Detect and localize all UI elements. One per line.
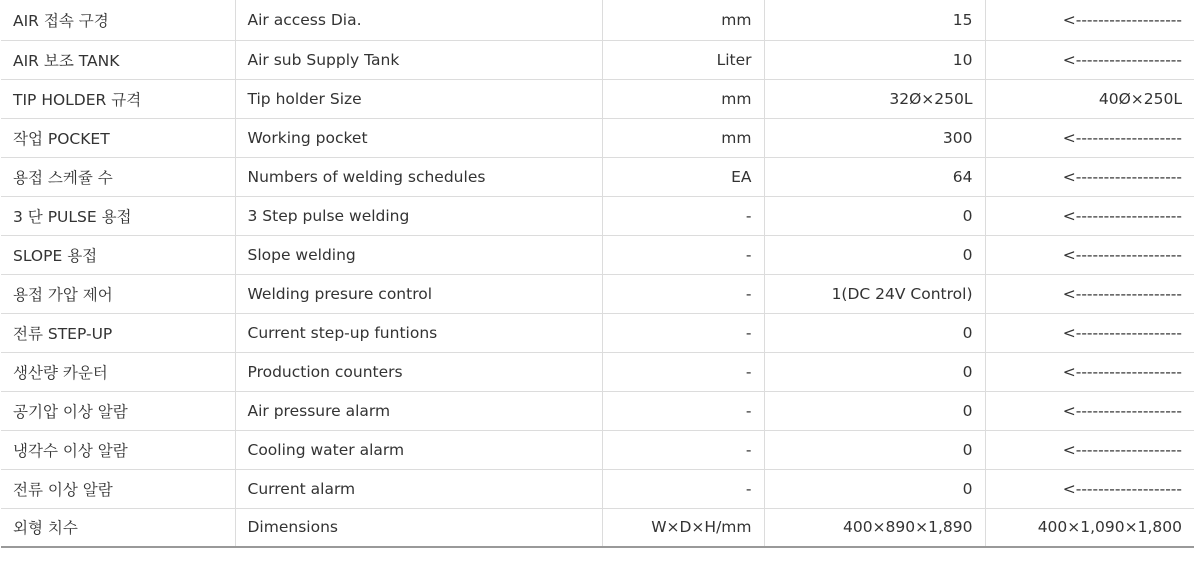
spec-unit: Liter — [602, 40, 764, 79]
spec-value-model-1: 10 — [764, 40, 985, 79]
spec-name-english: Air pressure alarm — [235, 391, 602, 430]
spec-value-model-2: <------------------- — [985, 0, 1194, 40]
spec-value-model-2: 40Ø×250L — [985, 79, 1194, 118]
table-row — [1, 157, 1194, 196]
table-row — [1, 118, 1194, 157]
spec-value-model-1: 300 — [764, 118, 985, 157]
spec-name-korean: AIR 보조 TANK — [1, 40, 235, 79]
spec-unit: EA — [602, 157, 764, 196]
spec-name-english: Welding presure control — [235, 274, 602, 313]
spec-name-korean: 공기압 이상 알람 — [1, 391, 235, 430]
spec-value-model-1: 0 — [764, 430, 985, 469]
spec-unit: - — [602, 274, 764, 313]
table-row — [1, 196, 1194, 235]
table-row — [1, 352, 1194, 391]
spec-value-model-2: <------------------- — [985, 118, 1194, 157]
spec-value-model-2: <------------------- — [985, 157, 1194, 196]
table-row — [1, 469, 1194, 508]
spec-name-english: Cooling water alarm — [235, 430, 602, 469]
spec-value-model-2: <------------------- — [985, 391, 1194, 430]
spec-value-model-1: 15 — [764, 0, 985, 40]
spec-value-model-1: 0 — [764, 469, 985, 508]
spec-name-english: Working pocket — [235, 118, 602, 157]
spec-value-model-1: 64 — [764, 157, 985, 196]
spec-name-korean: SLOPE 용접 — [1, 235, 235, 274]
spec-value-model-2: <------------------- — [985, 313, 1194, 352]
spec-name-korean: AIR 접속 구경 — [1, 0, 235, 40]
spec-unit: - — [602, 313, 764, 352]
spec-name-english: Numbers of welding schedules — [235, 157, 602, 196]
spec-name-english: Dimensions — [235, 508, 602, 547]
spec-name-english: Slope welding — [235, 235, 602, 274]
spec-value-model-1: 0 — [764, 352, 985, 391]
spec-value-model-1: 0 — [764, 235, 985, 274]
spec-unit: - — [602, 235, 764, 274]
spec-name-english: Air access Dia. — [235, 0, 602, 40]
spec-value-model-2: <------------------- — [985, 235, 1194, 274]
spec-name-korean: 생산량 카운터 — [1, 352, 235, 391]
table-row — [1, 40, 1194, 79]
spec-name-english: Production counters — [235, 352, 602, 391]
spec-value-model-1: 1(DC 24V Control) — [764, 274, 985, 313]
spec-value-model-2: <------------------- — [985, 274, 1194, 313]
spec-name-english: 3 Step pulse welding — [235, 196, 602, 235]
spec-name-english: Current alarm — [235, 469, 602, 508]
table-row — [1, 430, 1194, 469]
table-row — [1, 391, 1194, 430]
spec-name-korean: TIP HOLDER 규격 — [1, 79, 235, 118]
spec-name-korean: 용접 스케쥴 수 — [1, 157, 235, 196]
spec-name-english: Tip holder Size — [235, 79, 602, 118]
spec-value-model-2: <------------------- — [985, 196, 1194, 235]
spec-unit: - — [602, 196, 764, 235]
spec-value-model-1: 400×890×1,890 — [764, 508, 985, 547]
spec-unit: mm — [602, 118, 764, 157]
spec-unit: - — [602, 352, 764, 391]
spec-name-korean: 냉각수 이상 알람 — [1, 430, 235, 469]
table-row — [1, 313, 1194, 352]
spec-table — [1, 0, 1194, 548]
spec-value-model-1: 0 — [764, 196, 985, 235]
spec-table-body — [1, 0, 1194, 547]
table-row — [1, 235, 1194, 274]
spec-name-korean: 3 단 PULSE 용접 — [1, 196, 235, 235]
spec-value-model-2: <------------------- — [985, 352, 1194, 391]
spec-value-model-2: <------------------- — [985, 469, 1194, 508]
spec-value-model-2: 400×1,090×1,800 — [985, 508, 1194, 547]
spec-unit: mm — [602, 0, 764, 40]
spec-value-model-1: 0 — [764, 313, 985, 352]
spec-name-korean: 전류 STEP-UP — [1, 313, 235, 352]
table-row — [1, 508, 1194, 547]
spec-name-korean: 작업 POCKET — [1, 118, 235, 157]
spec-unit: - — [602, 469, 764, 508]
spec-unit: - — [602, 430, 764, 469]
spec-name-korean: 외형 치수 — [1, 508, 235, 547]
table-row — [1, 0, 1194, 40]
spec-unit: - — [602, 391, 764, 430]
spec-value-model-2: <------------------- — [985, 40, 1194, 79]
table-row — [1, 274, 1194, 313]
spec-value-model-1: 32Ø×250L — [764, 79, 985, 118]
spec-name-english: Air sub Supply Tank — [235, 40, 602, 79]
spec-unit: mm — [602, 79, 764, 118]
spec-name-korean: 용접 가압 제어 — [1, 274, 235, 313]
spec-name-english: Current step-up funtions — [235, 313, 602, 352]
spec-unit: W×D×H/mm — [602, 508, 764, 547]
table-row — [1, 79, 1194, 118]
spec-name-korean: 전류 이상 알람 — [1, 469, 235, 508]
spec-value-model-2: <------------------- — [985, 430, 1194, 469]
spec-value-model-1: 0 — [764, 391, 985, 430]
